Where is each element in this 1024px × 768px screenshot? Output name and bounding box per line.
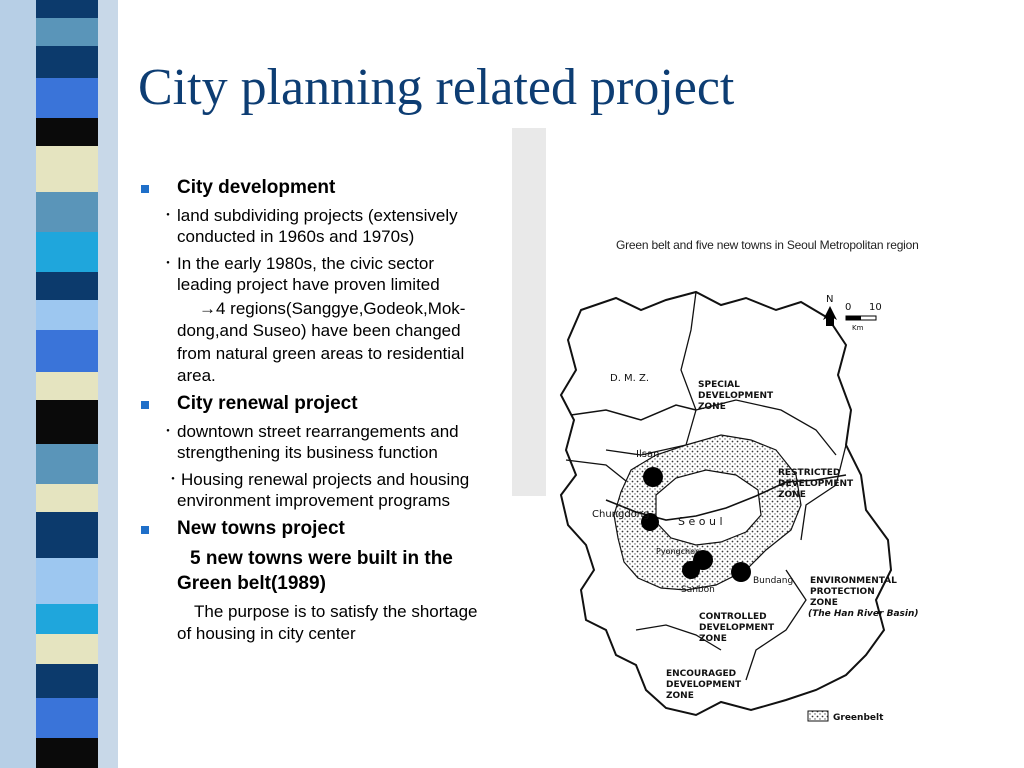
environmental-zone-label: ENVIRONMENTAL xyxy=(810,576,897,586)
north-label: N xyxy=(826,294,834,305)
list-item: environment improvement programs xyxy=(177,491,451,510)
scale-zero-label: 0 xyxy=(845,302,852,313)
stripe-block xyxy=(36,46,98,78)
list-item: In the early 1980s, the civic sector xyxy=(177,254,435,273)
stripe-block xyxy=(36,300,98,330)
north-arrow-stem xyxy=(826,316,834,326)
scale-unit-label: Km xyxy=(852,324,864,332)
map-caption: Green belt and five new towns in Seoul Metropolitan region xyxy=(616,238,919,252)
list-item: strengthening its business function xyxy=(177,443,438,462)
bullet-square-icon xyxy=(141,401,149,409)
new-town-marker xyxy=(682,561,700,579)
list-item: Green belt(1989) xyxy=(177,573,326,594)
environmental-zone-label: PROTECTION xyxy=(810,587,875,597)
stripe-block xyxy=(36,192,98,232)
greenbelt-legend-swatch xyxy=(808,711,828,721)
restricted-zone-label: DEVELOPMENT xyxy=(778,479,854,489)
stripe-block xyxy=(36,484,98,512)
restricted-zone-label: ZONE xyxy=(778,490,806,500)
list-item: Housing renewal projects and housing xyxy=(181,470,470,489)
slide-title: City planning related project xyxy=(138,59,735,116)
decorative-stripe-bar xyxy=(0,0,118,768)
section-heading: New towns project xyxy=(177,518,345,539)
stripe-block xyxy=(36,232,98,272)
dmz-label: D. M. Z. xyxy=(610,373,650,384)
stripe-block xyxy=(36,444,98,484)
list-item: conducted in 1960s and 1970s) xyxy=(177,227,415,246)
seoul-region-map xyxy=(546,270,966,730)
section-heading: City development xyxy=(177,177,336,198)
bullet-square-icon xyxy=(141,526,149,534)
stripe-block xyxy=(36,400,98,444)
map-background-panel xyxy=(512,128,546,496)
greenbelt-legend-label: Greenbelt xyxy=(833,713,884,723)
dot-bullet-icon: ・ xyxy=(161,207,175,223)
chungdong-label: Chungdong xyxy=(592,509,650,520)
section-heading: City renewal project xyxy=(177,393,358,414)
bullet-square-icon xyxy=(141,185,149,193)
list-item: from natural green areas to residential xyxy=(177,344,465,363)
stripe-block xyxy=(36,0,98,18)
scale-ten-label: 10 xyxy=(869,302,882,313)
list-item: dong,and Suseo) have been changed xyxy=(177,321,461,340)
environmental-zone-label: (The Han River Basin) xyxy=(808,609,919,619)
new-town-marker xyxy=(731,562,751,582)
seoul-label: S e o u l xyxy=(678,515,723,528)
zone-boundary xyxy=(801,445,846,540)
encouraged-zone-label: DEVELOPMENT xyxy=(666,680,742,690)
stripe-block xyxy=(36,698,98,738)
special-zone-label: ZONE xyxy=(698,402,726,412)
controlled-zone-label: CONTROLLED xyxy=(699,612,767,622)
special-zone-label: SPECIAL xyxy=(698,380,740,390)
bundang-label: Bundang xyxy=(753,576,794,586)
restricted-zone-label: RESTRICTED xyxy=(778,468,841,478)
stripe-block xyxy=(36,664,98,698)
new-town-marker xyxy=(643,467,663,487)
list-item: area. xyxy=(177,366,216,385)
scale-bar-fill xyxy=(846,316,861,320)
dot-bullet-icon: ・ xyxy=(161,423,175,439)
encouraged-zone-label: ENCOURAGED xyxy=(666,669,737,679)
list-item: leading project have proven limited xyxy=(177,275,440,294)
dot-bullet-icon: ・ xyxy=(166,471,180,487)
stripe-block xyxy=(36,738,98,768)
dot-bullet-icon: ・ xyxy=(161,255,175,271)
stripe-block xyxy=(36,634,98,664)
stripe-block xyxy=(36,604,98,634)
stripe-block xyxy=(36,118,98,146)
list-item: →4 regions(Sanggye,Godeok,Mok- xyxy=(199,299,466,318)
environmental-zone-label: ZONE xyxy=(810,598,838,608)
dmz-boundary xyxy=(571,405,696,420)
stripe-block xyxy=(36,330,98,372)
list-item: of housing in city center xyxy=(177,624,356,643)
sanbon-label: Sanbon xyxy=(681,585,715,595)
special-zone-label: DEVELOPMENT xyxy=(698,391,774,401)
controlled-zone-label: ZONE xyxy=(699,634,727,644)
list-item: downtown street rearrangements and xyxy=(177,422,459,441)
pyongchon-label: Pyongchon xyxy=(656,547,701,556)
ilsan-label: Ilsan xyxy=(636,449,660,460)
stripe-block xyxy=(36,512,98,558)
list-item: land subdividing projects (extensively xyxy=(177,206,458,225)
list-item: 5 new towns were built in the xyxy=(190,548,453,569)
stripe-block xyxy=(36,18,98,46)
stripe-left xyxy=(0,0,36,768)
stripe-block xyxy=(36,272,98,300)
stripe-block xyxy=(36,78,98,118)
encouraged-zone-label: ZONE xyxy=(666,691,694,701)
stripe-block xyxy=(36,146,98,192)
stripe-block xyxy=(36,558,98,604)
stripe-right xyxy=(98,0,118,768)
stripe-block xyxy=(36,372,98,400)
list-item: The purpose is to satisfy the shortage xyxy=(194,602,478,621)
controlled-zone-label: DEVELOPMENT xyxy=(699,623,775,633)
